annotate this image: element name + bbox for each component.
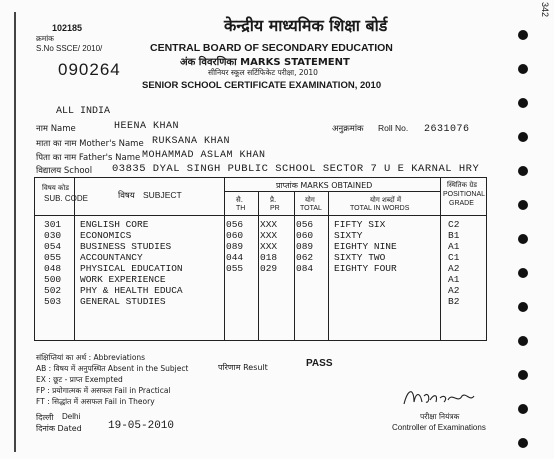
place-hindi: दिल्ली (36, 413, 54, 422)
header-th-hindi: सै. (236, 196, 243, 204)
result-label: परिणाम Result (218, 363, 268, 372)
cell-words (322, 274, 434, 285)
mother-name: RUKSANA KHAN (152, 136, 231, 147)
cell-grade: A1 (448, 274, 460, 285)
punch-hole (518, 132, 528, 142)
cell-pr: XXX (260, 219, 278, 230)
abbrev-title: संक्षिप्तियां का अर्थ : Abbreviations (36, 353, 146, 362)
cell-grade: C1 (448, 252, 460, 263)
punch-hole (518, 336, 528, 346)
abbrev-ft: FT : सिद्धांत में असफल Fail in Theory (36, 397, 155, 406)
header-total-hindi: योग (305, 196, 315, 204)
header-th: TH (236, 205, 246, 212)
cell-code: 048 (44, 263, 62, 274)
cell-words: FIFTY SIX (334, 219, 386, 230)
header-words-hindi: योग शब्दों में (370, 196, 402, 204)
punch-hole (518, 438, 528, 448)
table-row (34, 219, 480, 230)
left-border (14, 12, 16, 452)
statement-title: अंक विवरणिका MARKS STATEMENT (180, 57, 350, 68)
exam-scope: ALL INDIA (56, 106, 111, 117)
cell-grade: A1 (448, 241, 460, 252)
exam-title: SENIOR SCHOOL CERTIFICATE EXAMINATION, 2010 (142, 80, 382, 91)
table-row (34, 285, 480, 296)
table-row (34, 263, 480, 274)
cell-code: 030 (44, 230, 62, 241)
cell-subject: ENGLISH CORE (80, 219, 149, 230)
punch-hole (518, 404, 528, 414)
header-obtained: प्राप्तांक MARKS OBTAINED (276, 181, 373, 190)
father-name: MOHAMMAD ASLAM KHAN (142, 150, 266, 161)
controller-hindi: परीक्षा नियंत्रक (420, 412, 460, 421)
abbrev-ab: AB : विषय में अनुपस्थित Absent in the Subject (36, 364, 189, 373)
cell-th: 056 (226, 219, 244, 230)
punch-hole (518, 166, 528, 176)
cell-total: 060 (296, 230, 314, 241)
header-grade-line2: GRADE (449, 200, 474, 207)
cell-pr: 029 (260, 263, 278, 274)
candidate-name: HEENA KHAN (114, 121, 180, 132)
corner-number: 342 (540, 2, 550, 18)
punch-hole (518, 370, 528, 380)
abbrev-ex: EX : छूट - प्राप्त Exempted (36, 375, 123, 384)
table-row (34, 296, 480, 307)
date: 19-05-2010 (108, 420, 175, 432)
cell-total: 056 (296, 219, 314, 230)
cell-subject: BUSINESS STUDIES (80, 241, 172, 252)
cell-th: 089 (226, 241, 244, 252)
cell-grade: A2 (448, 285, 460, 296)
serial-label-hindi: क्रमांक (36, 34, 54, 43)
punch-hole (518, 268, 528, 278)
cell-pr (252, 296, 288, 307)
dated-label: दिनांक Dated (36, 424, 82, 433)
cell-total (288, 285, 322, 296)
header-pr-hindi: प्रै. (270, 196, 277, 204)
cell-words: SIXTY TWO (334, 252, 386, 263)
table-row (34, 252, 480, 263)
table-row (34, 230, 480, 241)
cell-pr: XXX (260, 230, 278, 241)
cell-words (322, 296, 434, 307)
cell-code: 054 (44, 241, 62, 252)
header-words: TOTAL IN WORDS (350, 205, 410, 212)
cell-total: 062 (296, 252, 314, 263)
punch-hole (518, 302, 528, 312)
cell-words: SIXTY (334, 230, 363, 241)
roll-label: Roll No. (378, 123, 409, 133)
cell-pr: 018 (260, 252, 278, 263)
cell-th (218, 296, 252, 307)
abbrev-fp: FP : प्रयोगात्मक में असफल Fail in Practical (36, 386, 171, 395)
cell-grade: A2 (448, 263, 460, 274)
cell-th: 060 (226, 230, 244, 241)
header-total: TOTAL (300, 205, 322, 212)
cell-words: EIGHTY FOUR (334, 263, 397, 274)
serial-label: S.No SSCE/ 2010/ (36, 44, 103, 53)
cell-total: 084 (296, 263, 314, 274)
cell-subject: ACCOUNTANCY (80, 252, 143, 263)
table-row (34, 274, 480, 285)
cell-grade: B2 (448, 296, 460, 307)
header-subject-hindi: विषय (118, 191, 135, 201)
name-label: नाम Name (36, 124, 76, 134)
table-right-rule (486, 177, 487, 341)
cell-code: 503 (44, 296, 62, 307)
punch-hole (518, 64, 528, 74)
punch-holes (518, 30, 530, 450)
serial-number: 090264 (58, 60, 121, 79)
cell-code: 500 (44, 274, 62, 285)
mother-label: माता का नाम Mother's Name (36, 139, 144, 149)
cell-code: 055 (44, 252, 62, 263)
cell-pr: XXX (260, 241, 278, 252)
punch-hole (518, 200, 528, 210)
cell-total: 089 (296, 241, 314, 252)
table-row (34, 241, 480, 252)
school-label: विद्यालय School (36, 166, 93, 176)
cell-subject: PHYSICAL EDUCATION (80, 263, 183, 274)
father-label: पिता का नाम Father's Name (36, 153, 141, 163)
cell-code: 502 (44, 285, 62, 296)
marks-table (34, 180, 480, 307)
board-name: CENTRAL BOARD OF SECONDARY EDUCATION (150, 42, 393, 54)
header-pr: PR (270, 205, 280, 212)
header-grade-line1: POSITIONAL (443, 191, 486, 198)
cell-subject: PHY & HEALTH EDUCA (80, 285, 183, 296)
cell-grade: B1 (448, 230, 460, 241)
place: Delhi (62, 412, 81, 421)
cell-grade: C2 (448, 219, 460, 230)
result-value: PASS (306, 358, 333, 369)
cell-total (288, 296, 322, 307)
cell-code: 301 (44, 219, 62, 230)
cell-th (218, 274, 252, 285)
table-bottom-rule (34, 340, 487, 341)
header-grade-hindi: स्थितिक ग्रेड (447, 181, 477, 189)
punch-hole (518, 234, 528, 244)
header-subject: SUBJECT (143, 190, 182, 200)
cell-subject: WORK EXPERIENCE (80, 274, 166, 285)
punch-hole (518, 30, 528, 40)
roll-number: 2631076 (424, 124, 470, 135)
cell-pr (252, 285, 288, 296)
cell-th: 055 (226, 263, 244, 274)
cell-subject: GENERAL STUDIES (80, 296, 166, 307)
cell-th (218, 285, 252, 296)
punch-hole (518, 98, 528, 108)
board-name-hindi: केन्द्रीय माध्यमिक शिक्षा बोर्ड (224, 16, 388, 35)
cell-pr (252, 274, 288, 285)
table-top-rule (34, 177, 487, 178)
header-code: SUB. CODE (44, 194, 89, 203)
cell-words (322, 285, 434, 296)
signature-text (408, 396, 449, 406)
cell-subject: ECONOMICS (80, 230, 132, 241)
roll-label-hindi: अनुक्रमांक (332, 124, 364, 134)
serial-top: 102185 (52, 23, 83, 33)
exam-title-hindi: सीनियर स्कूल सर्टिफिकेट परीक्षा, 2010 (208, 68, 318, 77)
cell-words: EIGHTY NINE (334, 241, 397, 252)
cell-total (288, 274, 322, 285)
cell-th: 044 (226, 252, 244, 263)
controller: Controller of Examinations (392, 423, 486, 432)
header-code-hindi: विषय कोड (42, 184, 69, 192)
school-name: 03835 DYAL SINGH PUBLIC SCHOOL SECTOR 7 U E KARNAL HRY (112, 163, 480, 175)
